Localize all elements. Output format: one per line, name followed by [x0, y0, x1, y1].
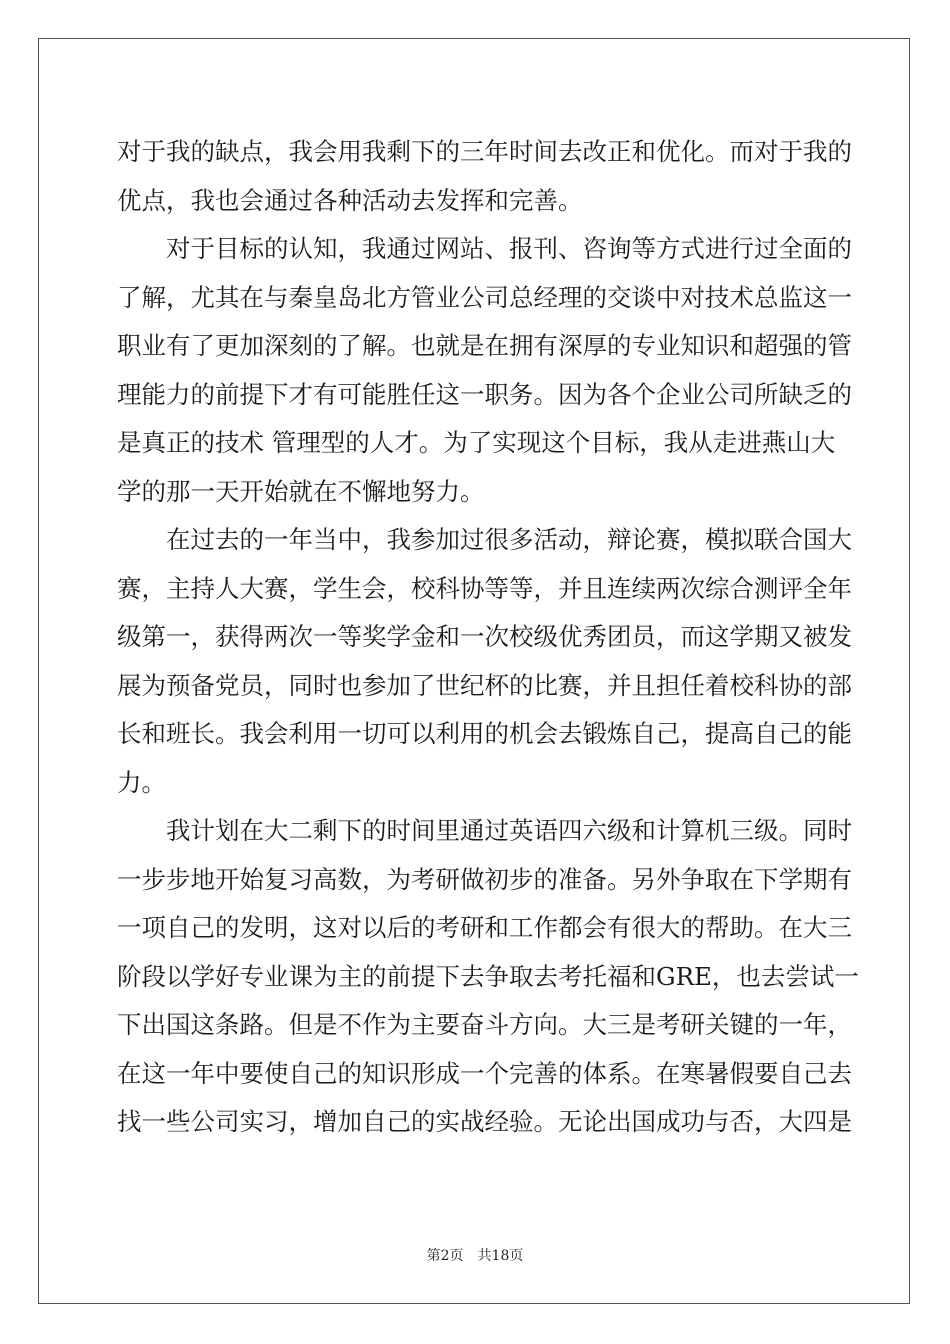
text-line: 一步步地开始复习高数，为考研做初步的准备。另外争取在下学期有	[117, 864, 852, 894]
text-line: 对于目标的认知，我通过网站、报刊、咨询等方式进行过全面的	[166, 234, 852, 263]
text-line: 阶段以学好专业课为主的前提下去争取去考托福和GRE，也去尝试一	[117, 961, 859, 991]
text-line: 展为预备党员，同时也参加了世纪杯的比赛，并且担任着校科协的部	[117, 670, 852, 700]
text-line: 优点，我也会通过各种活动去发挥和完善。	[117, 185, 583, 215]
text-line: 力。	[117, 767, 166, 797]
text-line: 在这一年中要使自己的知识形成一个完善的体系。在寒暑假要自己去	[117, 1058, 852, 1088]
text-line: 长和班长。我会利用一切可以利用的机会去锻炼自己，提高自己的能	[117, 719, 852, 748]
text-line: 了解，尤其在与秦皇岛北方管业公司总经理的交谈中对技术总监这一	[117, 282, 852, 312]
text-line: 赛，主持人大赛，学生会，校科协等等，并且连续两次综合测评全年	[117, 573, 852, 603]
text-line: 学的那一天开始就在不懈地努力。	[117, 476, 485, 506]
total-pages: 共18页	[477, 1248, 524, 1264]
page-footer	[0, 1245, 950, 1265]
text-line: 在过去的一年当中，我参加过很多活动，辩论赛，模拟联合国大	[166, 525, 852, 554]
text-line: 是真正的技术 管理型的人才。为了实现这个目标，我从走进燕山大	[117, 428, 836, 457]
text-line: 职业有了更加深刻的了解。也就是在拥有深厚的专业知识和超强的管	[117, 331, 852, 360]
text-line: 找一些公司实习，增加自己的实战经验。无论出国成功与否，大四是	[117, 1107, 852, 1136]
text-line: 对于我的缺点，我会用我剩下的三年时间去改正和优化。而对于我的	[117, 137, 852, 166]
document-body	[117, 128, 859, 1147]
text-line: 我计划在大二剩下的时间里通过英语四六级和计算机三级。同时	[166, 816, 852, 845]
page-number: 第2页	[426, 1248, 464, 1264]
text-line: 下出国这条路。但是不作为主要奋斗方向。大三是考研关键的一年，	[117, 1010, 852, 1039]
text-line: 理能力的前提下才有可能胜任这一职务。因为各个企业公司所缺乏的	[117, 379, 852, 409]
text-line: 级第一，获得两次一等奖学金和一次校级优秀团员，而这学期又被发	[117, 622, 852, 651]
text-line: 一项自己的发明，这对以后的考研和工作都会有很大的帮助。在大三	[117, 913, 852, 942]
